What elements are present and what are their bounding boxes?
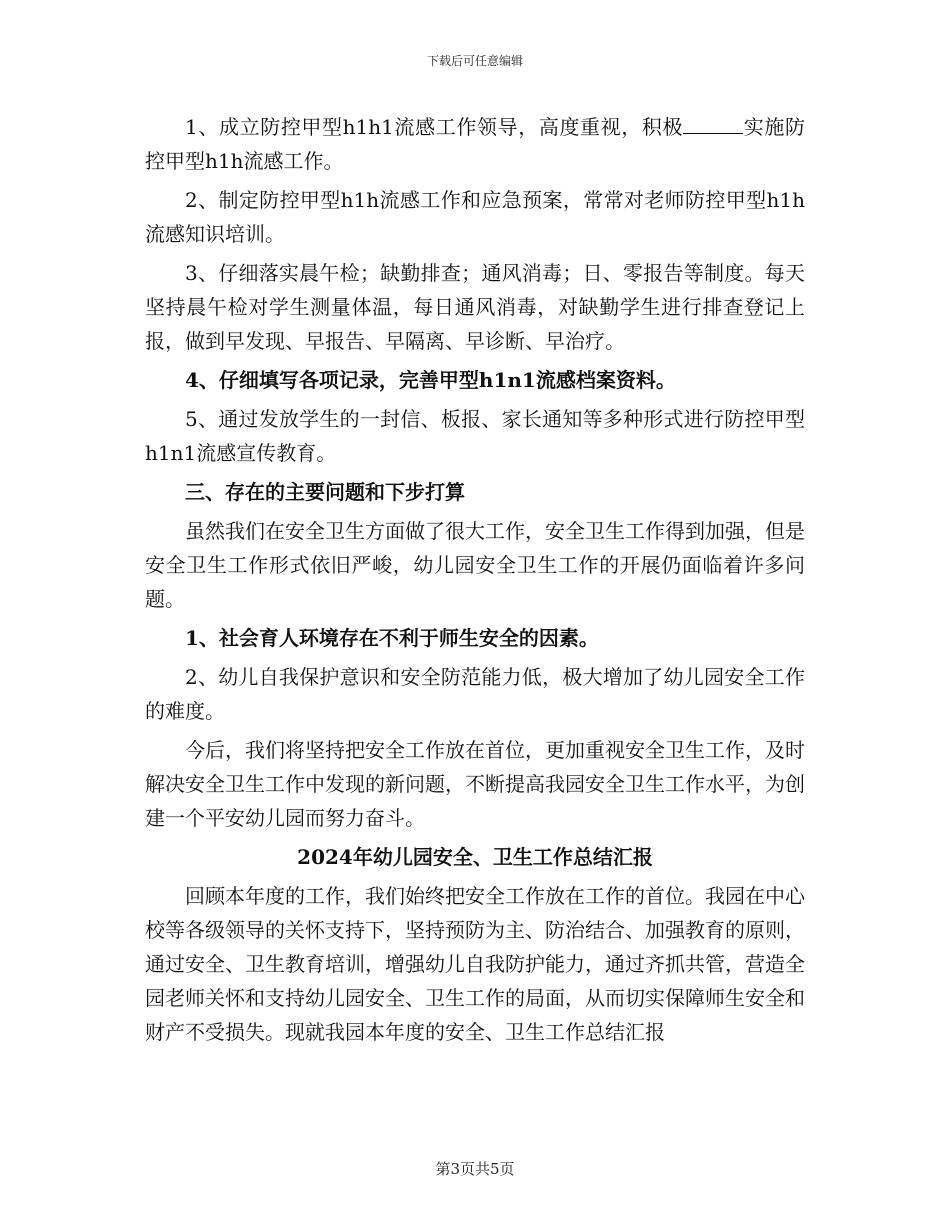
fill-in-blank [683, 115, 743, 134]
header-note: 下载后可任意编辑 [426, 54, 523, 68]
paragraph-item-3: 3、仔细落实晨午检；缺勤排查；通风消毒；日、零报告等制度。每天坚持晨午检对学生测量体温，每日通风消毒，对缺勤学生进行排查登记上报，做到早发现、早报告、早隔离、早诊断、早治疗。 [145, 261, 805, 353]
paragraph-item-1 [145, 110, 805, 183]
paragraph-item-2: 2、制定防控甲型h1h流感工作和应急预案，常常对老师防控甲型h1h流感知识培训。 [145, 188, 805, 246]
page-number: 第3页共5页 [435, 1160, 515, 1178]
paragraph-closing: 回顾本年度的工作，我们始终把安全工作放在工作的首位。我园在中心校等各级领导的关怀支持下，坚持预防为主、防治结合、加强教育的原则，通过安全、卫生教育培训，增强幼儿自我防护能力，通过齐抓共管，营造全园老师关怀和支持幼儿园安全、卫生工作的局面，从而切实保障师生安全和财产不受损失。现就我园本年度的安全、卫生工作总结汇报 [145, 884, 805, 1044]
paragraph-item-1-text-before: 1、成立防控甲型h1h1流感工作领导，高度重视，积极 [185, 115, 684, 139]
paragraph-problem-1: 1、社会育人环境存在不利于师生安全的因素。 [185, 626, 599, 650]
paragraph-problems-intro: 虽然我们在安全卫生方面做了很大工作，安全卫生工作得到加强，但是安全卫生工作形式依旧严峻，幼儿园安全卫生工作的开展仍面临着许多问题。 [145, 519, 805, 611]
paragraph-problem-2: 2、幼儿自我保护意识和安全防范能力低，极大增加了幼儿园安全工作的难度。 [145, 665, 805, 723]
section-heading-problems: 三、存在的主要问题和下步打算 [185, 480, 465, 504]
paragraph-future-plan: 今后，我们将坚持把安全工作放在首位，更加重视安全卫生工作，及时解决安全卫生工作中发现的新问题，不断提高我园安全卫生工作水平，为创建一个平安幼儿园而努力奋斗。 [145, 738, 805, 830]
paragraph-item-4: 4、仔细填写各项记录，完善甲型h1n1流感档案资料。 [185, 368, 676, 392]
section-title: 2024年幼儿园安全、卫生工作总结汇报 [297, 845, 653, 869]
paragraph-item-5: 5、通过发放学生的一封信、板报、家长通知等多种形式进行防控甲型h1n1流感宣传教育。 [145, 407, 805, 465]
paragraph-item-1-text-after: 实施防控甲型h1h流感工作。 [145, 115, 806, 173]
document-body [145, 110, 805, 1054]
